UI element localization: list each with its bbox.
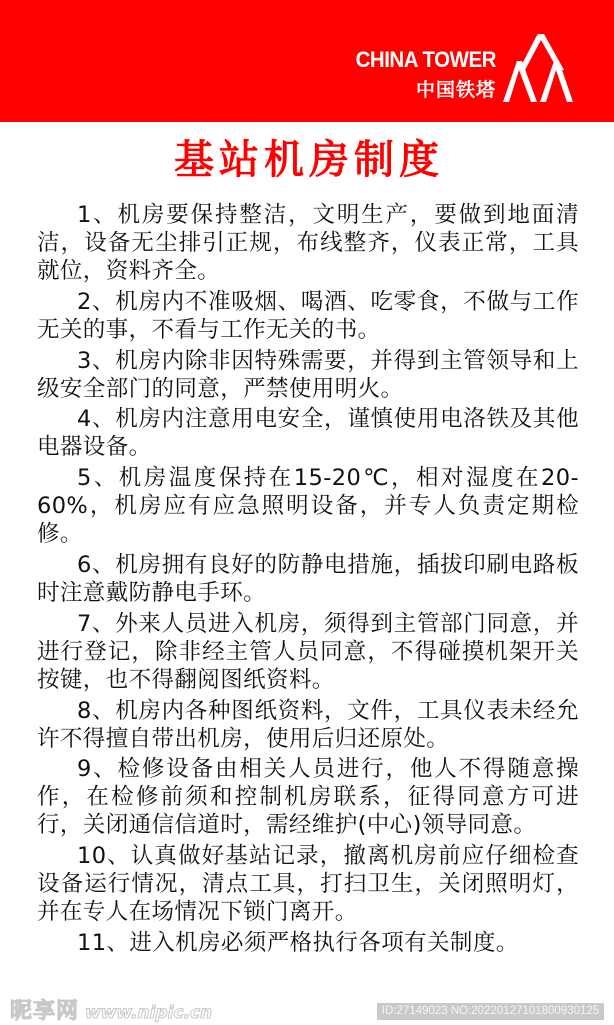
rule-item: 3、机房内除非因特殊需要，并得到主管领导和上级安全部门的同意，严禁使用明火。 <box>37 347 579 402</box>
rule-item: 9、检修设备由相关人员进行，他人不得随意操作，在检修前须和控制机房联系，征得同意方可进行，关闭通信信道时，需经维护(中心)领导同意。 <box>37 756 579 839</box>
rule-item: 2、机房内不准吸烟、喝酒、吃零食，不做与工作无关的事，不看与工作无关的书。 <box>37 288 579 343</box>
brand-name-english: CHINA TOWER <box>355 47 496 72</box>
china-tower-logo-icon <box>503 34 573 102</box>
rule-item: 11、进入机房必须严格执行各项有关制度。 <box>77 929 519 956</box>
page-title: 基站机房制度 <box>174 137 444 183</box>
watermark-site-url: www.nipic.cn <box>85 1003 213 1023</box>
header-banner <box>0 0 614 122</box>
rule-item: 5、机房温度保持在15-20℃，相对湿度在20-60%，机房应有应急照明设备，并专人负责定期检修。 <box>37 465 579 548</box>
brand-name-chinese: 中国铁塔 <box>415 79 496 101</box>
rule-item: 4、机房内注意用电安全，谨慎使用电洛铁及其他电器设备。 <box>37 406 579 461</box>
rule-item: 7、外来人员进入机房，须得到主管部门同意，并进行登记，除非经主管人员同意，不得碰摸机架开关按键，也不得翻阅图纸资料。 <box>37 610 579 693</box>
rule-item: 8、机房内各种图纸资料，文件，工具仪表未经允许不得擅自带出机房，使用后归还原处。 <box>37 697 579 752</box>
rule-item: 10、认真做好基站记录，撤离机房前应仔细检查设备运行情况，清点工具，打扫卫生，关闭照明灯，并在专人在场情况下锁门离开。 <box>37 843 579 926</box>
rules-list <box>37 201 579 960</box>
rule-item: 6、机房拥有良好的防静电措施，插拔印刷电路板时注意戴防静电手环。 <box>37 551 579 606</box>
watermark-site-name: 昵享网 <box>10 999 80 1024</box>
watermark-site-logo <box>10 994 212 1025</box>
watermark-id-badge: ID:27149023 NO:20220127101800930125 <box>377 1003 604 1020</box>
rule-item: 1、机房要保持整洁，文明生产，要做到地面清洁，设备无尘排引正规，布线整齐，仪表正常，工具就位，资料齐全。 <box>37 202 579 284</box>
